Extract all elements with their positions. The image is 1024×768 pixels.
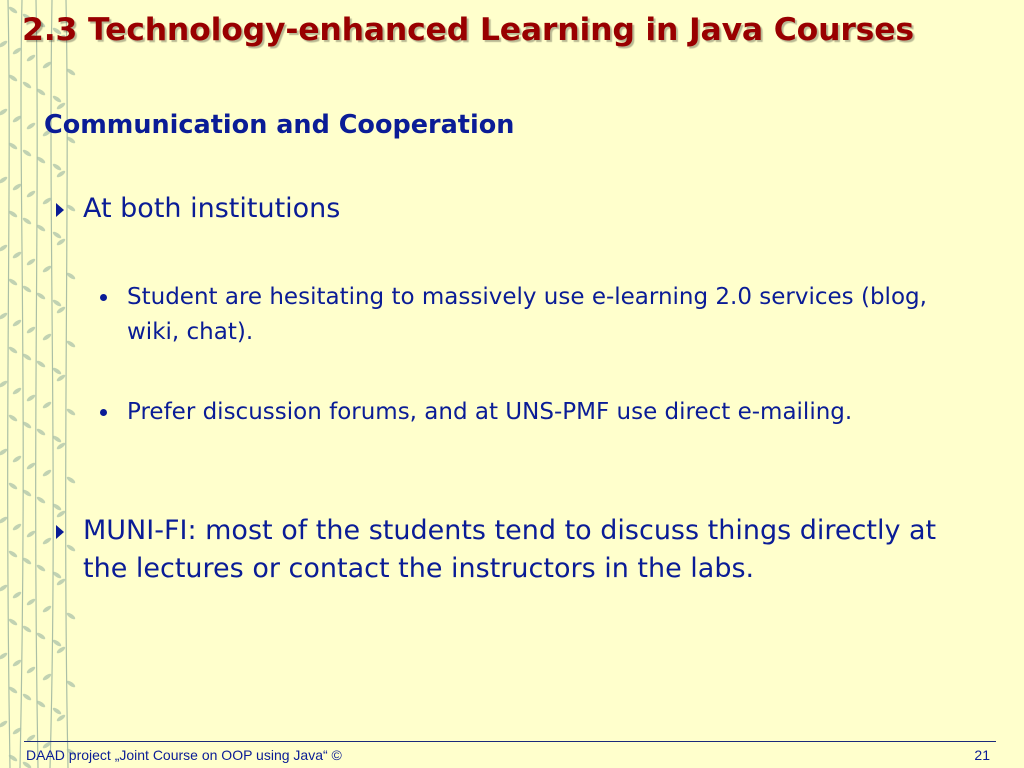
leaf-shape: [42, 604, 52, 613]
leaf-shape: [12, 590, 22, 599]
slide-title: 2.3 Technology-enhanced Learning in Java Courses: [22, 12, 914, 48]
leaf-shape: [12, 522, 22, 531]
bullet-item: [56, 190, 976, 228]
leaf-shape: [42, 60, 52, 69]
leaf-shape: [66, 475, 76, 484]
leaf-shape: [36, 291, 46, 300]
leaf-shape: [42, 332, 52, 341]
leaf-shape: [66, 271, 76, 280]
leaf-shape: [56, 305, 66, 314]
leaf-shape: [22, 216, 32, 225]
dot-bullet-icon: [100, 409, 107, 416]
leaf-shape: [8, 277, 18, 286]
sub-bullet-text: Student are hesitating to massively use e-learning 2.0 services (blog, wiki, chat).: [127, 284, 927, 345]
leaf-shape: [0, 515, 8, 524]
leaf-shape: [42, 468, 52, 477]
leaf-shape: [8, 617, 18, 626]
leaf-shape: [52, 706, 62, 715]
leaf-shape: [26, 121, 36, 130]
bullet-text: MUNI-FI: most of the students tend to discuss things directly at the lectures or contact the instructors in the labs.: [83, 515, 937, 584]
leaf-shape: [12, 182, 22, 191]
leaf-shape: [36, 359, 46, 368]
leaf-shape: [8, 345, 18, 354]
leaf-shape: [0, 651, 8, 660]
leaf-shape: [12, 386, 22, 395]
leaf-shape: [36, 563, 46, 572]
leaf-shape: [26, 325, 36, 334]
leaf-shape: [26, 461, 36, 470]
leaf-shape: [52, 366, 62, 375]
leaf-shape: [22, 80, 32, 89]
leaf-shape: [8, 5, 18, 14]
leaf-shape: [56, 237, 66, 246]
leaf-shape: [56, 441, 66, 450]
leaf-shape: [42, 672, 52, 681]
leaf-shape: [36, 427, 46, 436]
leaf-shape: [8, 481, 18, 490]
leaf-shape: [0, 379, 8, 388]
leaf-shape: [22, 624, 32, 633]
leaf-shape: [0, 583, 8, 592]
leaf-shape: [26, 189, 36, 198]
triangle-bullet-icon: [56, 203, 64, 217]
leaf-shape: [12, 46, 22, 55]
leaf-shape: [56, 645, 66, 654]
leaf-shape: [42, 536, 52, 545]
leaf-shape: [0, 107, 8, 116]
leaf-shape: [52, 94, 62, 103]
footer-text: DAAD project „Joint Course on OOP using Java“ ©: [26, 747, 342, 763]
leaf-shape: [52, 298, 62, 307]
sub-bullet-item: [100, 280, 960, 350]
leaf-shape: [36, 495, 46, 504]
leaf-shape: [42, 264, 52, 273]
leaf-shape: [12, 250, 22, 259]
leaf-shape: [8, 549, 18, 558]
page-number: 21: [974, 747, 990, 763]
sub-bullet-item: [100, 395, 960, 430]
leaf-shape: [12, 454, 22, 463]
leaf-shape: [66, 611, 76, 620]
leaf-shape: [42, 196, 52, 205]
leaf-shape: [26, 53, 36, 62]
leaf-shape: [56, 373, 66, 382]
leaf-shape: [42, 400, 52, 409]
leaf-shape: [56, 713, 66, 722]
slide-subtitle: Communication and Cooperation: [44, 110, 515, 140]
dot-bullet-icon: [100, 294, 107, 301]
leaf-shape: [52, 230, 62, 239]
leaf-shape: [26, 529, 36, 538]
leaf-shape: [22, 148, 32, 157]
leaf-shape: [52, 162, 62, 171]
leaf-shape: [0, 39, 8, 48]
leaf-shape: [66, 339, 76, 348]
leaf-shape: [26, 257, 36, 266]
leaf-shape: [56, 169, 66, 178]
leaf-shape: [8, 413, 18, 422]
leaf-shape: [12, 318, 22, 327]
leaf-shape: [0, 175, 8, 184]
leaf-shape: [36, 631, 46, 640]
bullet-text: At both institutions: [83, 193, 341, 224]
leaf-shape: [0, 243, 8, 252]
leaf-shape: [26, 665, 36, 674]
leaf-shape: [0, 311, 8, 320]
leaf-shape: [0, 447, 8, 456]
leaf-shape: [52, 638, 62, 647]
sub-bullet-text: Prefer discussion forums, and at UNS-PMF use direct e-mailing.: [127, 399, 853, 425]
triangle-bullet-icon: [56, 525, 64, 539]
leaf-shape: [26, 597, 36, 606]
leaf-shape: [22, 692, 32, 701]
leaf-shape: [26, 393, 36, 402]
footer-divider: [24, 741, 996, 742]
leaf-shape: [22, 284, 32, 293]
leaf-shape: [12, 658, 22, 667]
leaf-shape: [0, 719, 8, 728]
bullet-item: [56, 512, 976, 588]
leaf-shape: [66, 407, 76, 416]
